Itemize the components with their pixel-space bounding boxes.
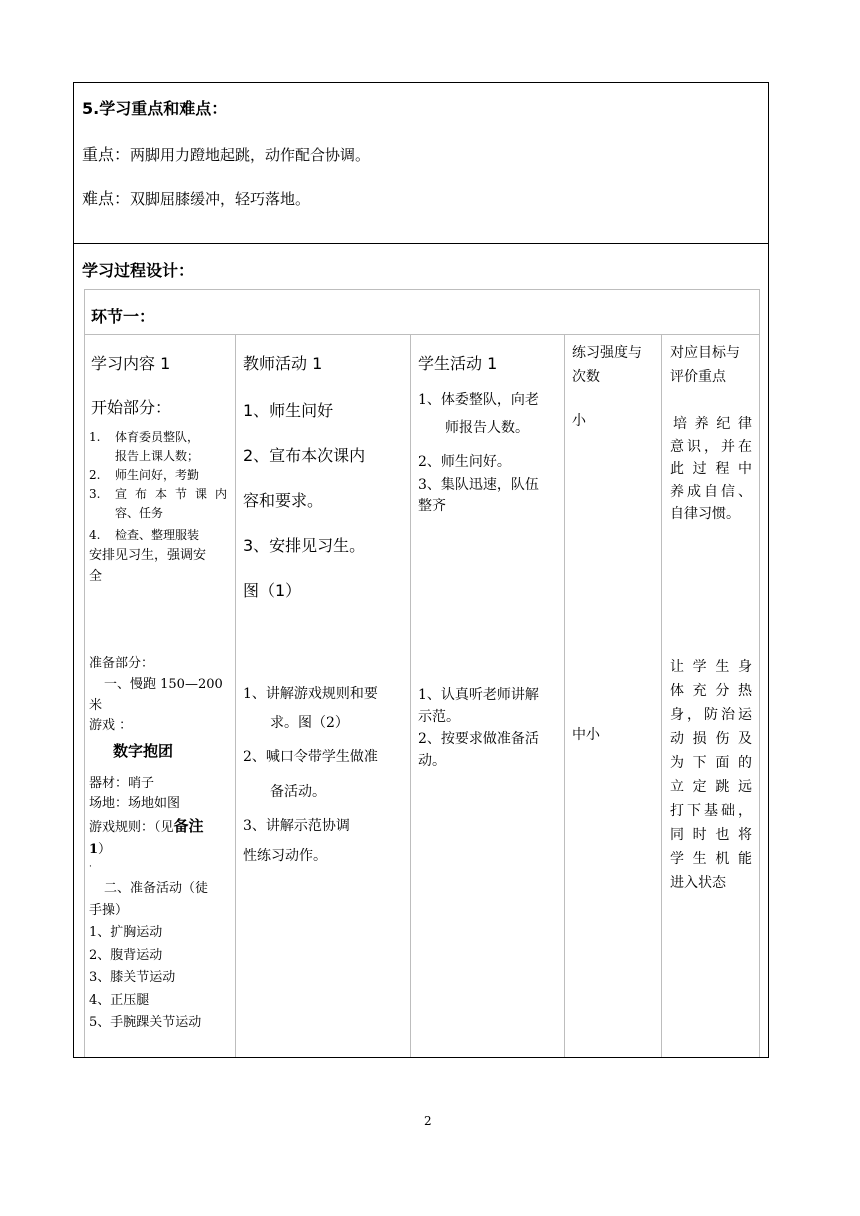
student-start-list — [418, 386, 539, 517]
teacher-start-item: 2、宣布本次课内 — [243, 446, 366, 465]
outer-left-border — [73, 82, 74, 1058]
teacher-prep-line: 备活动。 — [270, 784, 326, 800]
intensity-start: 小 — [572, 413, 586, 429]
exercise-item: 1、扩胸运动 — [89, 925, 163, 940]
student-start-item — [418, 450, 539, 474]
start-tail-line: 安排见习生，强调安 — [89, 548, 207, 563]
student-prep-line: 1、认真听老师讲解 — [418, 687, 539, 703]
rules-line — [89, 814, 231, 840]
start-item-line: 检查、整理服装 — [115, 528, 200, 542]
col-header-intensity-2: 次数 — [572, 369, 600, 385]
exercise-item: 3、膝关节运动 — [89, 970, 176, 985]
exercise-item: 4、正压腿 — [89, 992, 150, 1008]
col-divider-4 — [661, 334, 662, 1057]
col-divider-2 — [410, 334, 411, 1057]
student-prep-line: 动。 — [418, 753, 446, 769]
goal-start-line: 养成自信、 — [670, 483, 752, 500]
goal-start-line: 意识，并在 — [670, 438, 752, 455]
goal-prep-line: 动 损 伤 及 — [670, 731, 752, 747]
col-header-goal-1: 对应目标与 — [670, 345, 740, 361]
process-title: 学习过程设计： — [82, 261, 195, 280]
goal-prep-line: 同 时 也 将 — [670, 827, 752, 843]
inner-right-border — [759, 289, 760, 1057]
start-item-num: 1. — [89, 430, 101, 444]
rules-prefix: 游戏规则：（见 — [89, 820, 174, 835]
col-header-student: 学生活动 1 — [418, 354, 498, 373]
goal-prep-line: 体 充 分 热 — [670, 683, 752, 699]
student-prep-line: 2、按要求做准备活 — [418, 731, 539, 747]
goal-prep-line: 为 下 面 的 — [670, 755, 752, 771]
goal-prep-line: 进入状态 — [670, 875, 726, 891]
col-header-teacher: 教师活动 1 — [243, 354, 323, 373]
col-divider-1 — [235, 334, 236, 1057]
teacher-start-item: 图（1） — [243, 581, 302, 600]
start-item — [89, 485, 229, 523]
prep-heading: 准备部分： — [89, 656, 155, 671]
inner-left-border — [84, 289, 85, 1057]
student-start-line: 3、集队迅速，队伍 — [418, 477, 539, 493]
student-start-line: 师报告人数。 — [445, 420, 529, 436]
teacher-start-item: 1、师生问好 — [243, 401, 334, 420]
teacher-start-item: 3、安排见习生。 — [243, 536, 366, 555]
teacher-prep-line: 性练习动作。 — [243, 848, 327, 864]
goal-start-line: 培 养 纪 律 — [673, 416, 752, 432]
key-point-label: 重点： — [82, 145, 131, 164]
game-name: 数字抱团 — [113, 742, 174, 760]
prep-section — [89, 654, 231, 1035]
student-start-item — [418, 475, 539, 517]
start-item — [89, 526, 229, 545]
difficult-point-label: 难点： — [82, 189, 131, 208]
rules-note: 备注 — [173, 817, 204, 835]
student-start-line: 1、体委整队，向老 — [418, 392, 539, 408]
teacher-prep-item — [243, 811, 378, 871]
start-tail-line: 全 — [89, 569, 103, 584]
teacher-start-list — [243, 388, 365, 613]
game-label: 游戏 ： — [89, 718, 133, 733]
warmup-line-1: 二、准备活动（徒 — [104, 881, 209, 896]
start-item-num: 4. — [89, 528, 101, 542]
student-start-line: 整齐 — [418, 498, 446, 514]
key-point — [82, 142, 370, 165]
difficult-point-text: 双脚屈膝缓冲，轻巧落地。 — [130, 190, 311, 208]
start-item-line: 宣 布 本 节 课 内 — [115, 487, 227, 501]
goal-prep-line: 身，防治运 — [670, 707, 752, 723]
key-point-text: 两脚用力蹬地起跳，动作配合协调。 — [130, 146, 371, 164]
goal-start-line: 此 过 程 中 — [670, 461, 752, 477]
col-header-intensity-1: 练习强度与 — [572, 345, 642, 361]
outer-right-border — [768, 82, 769, 1058]
goal-prep-line: 让 学 生 身 — [670, 659, 752, 675]
inner-top-border — [84, 289, 760, 290]
section-divider — [73, 243, 769, 244]
outer-bottom-border — [73, 1057, 769, 1058]
col-header-goal-2: 评价重点 — [670, 369, 726, 385]
exercise-item: 2、腹背运动 — [89, 947, 163, 963]
start-item-line: 报告上课人数； — [115, 449, 200, 463]
field-line: 场地：场地如图 — [89, 796, 181, 811]
teacher-prep-item — [243, 740, 378, 810]
col-divider-3 — [564, 334, 565, 1057]
section5-title: 5.学习重点和难点： — [82, 99, 228, 118]
page-number: 2 — [424, 1114, 432, 1128]
warmup-line-2: 手操） — [89, 903, 129, 918]
start-item-num: 2. — [89, 468, 101, 482]
teacher-prep-line: 2、喊口令带学生做准 — [243, 749, 378, 765]
student-prep-list — [418, 684, 539, 772]
teacher-prep-item — [243, 680, 378, 738]
start-item-num: 3. — [89, 487, 101, 501]
outer-top-border — [73, 82, 769, 83]
run-line-1: 一、慢跑 150—200 — [104, 677, 223, 692]
student-prep-line: 示范。 — [418, 709, 460, 725]
goal-prep-text — [670, 655, 752, 895]
teacher-prep-line: 3、讲解示范协调 — [243, 818, 350, 834]
exercise-item: 5、手腕踝关节运动 — [89, 1015, 202, 1030]
goal-prep-line: 学 生 机 能 — [670, 851, 752, 867]
start-item — [89, 428, 229, 466]
teacher-prep-line: 求。图（2） — [270, 715, 349, 731]
student-start-line: 2、师生问好。 — [418, 454, 511, 470]
goal-prep-line: 立 定 跳 远 — [670, 779, 752, 795]
student-prep-item — [418, 728, 539, 772]
stage-title: 环节一： — [91, 307, 156, 326]
intensity-prep: 中小 — [572, 727, 600, 743]
inner-header-divider — [84, 334, 760, 335]
teacher-start-item: 容和要求。 — [243, 491, 324, 510]
student-start-item — [418, 386, 539, 442]
goal-start-line: 自律习惯。 — [670, 506, 740, 522]
equipment-line: 器材：哨子 — [89, 776, 155, 791]
rules-note-num: 1 — [89, 842, 99, 857]
start-item-line: 容、任务 — [115, 506, 164, 520]
run-line-2: 米 — [89, 698, 103, 713]
rules-line-2 — [89, 840, 231, 860]
teacher-prep-line: 1、讲解游戏规则和要 — [243, 686, 378, 702]
start-item-line: 师生问好，考勤 — [115, 468, 200, 482]
dot-mark: · — [89, 862, 92, 872]
student-prep-item — [418, 684, 539, 728]
goal-prep-line: 打下基础， — [670, 803, 752, 819]
col-header-content: 学习内容 1 — [91, 354, 171, 373]
start-items-list — [89, 428, 229, 587]
difficult-point — [82, 186, 310, 209]
rules-close: ） — [98, 842, 112, 857]
start-item-line: 体育委员整队， — [115, 430, 200, 444]
start-heading: 开始部分： — [91, 398, 172, 417]
teacher-prep-list — [243, 680, 378, 871]
start-item — [89, 466, 229, 485]
goal-start-text — [670, 413, 752, 526]
